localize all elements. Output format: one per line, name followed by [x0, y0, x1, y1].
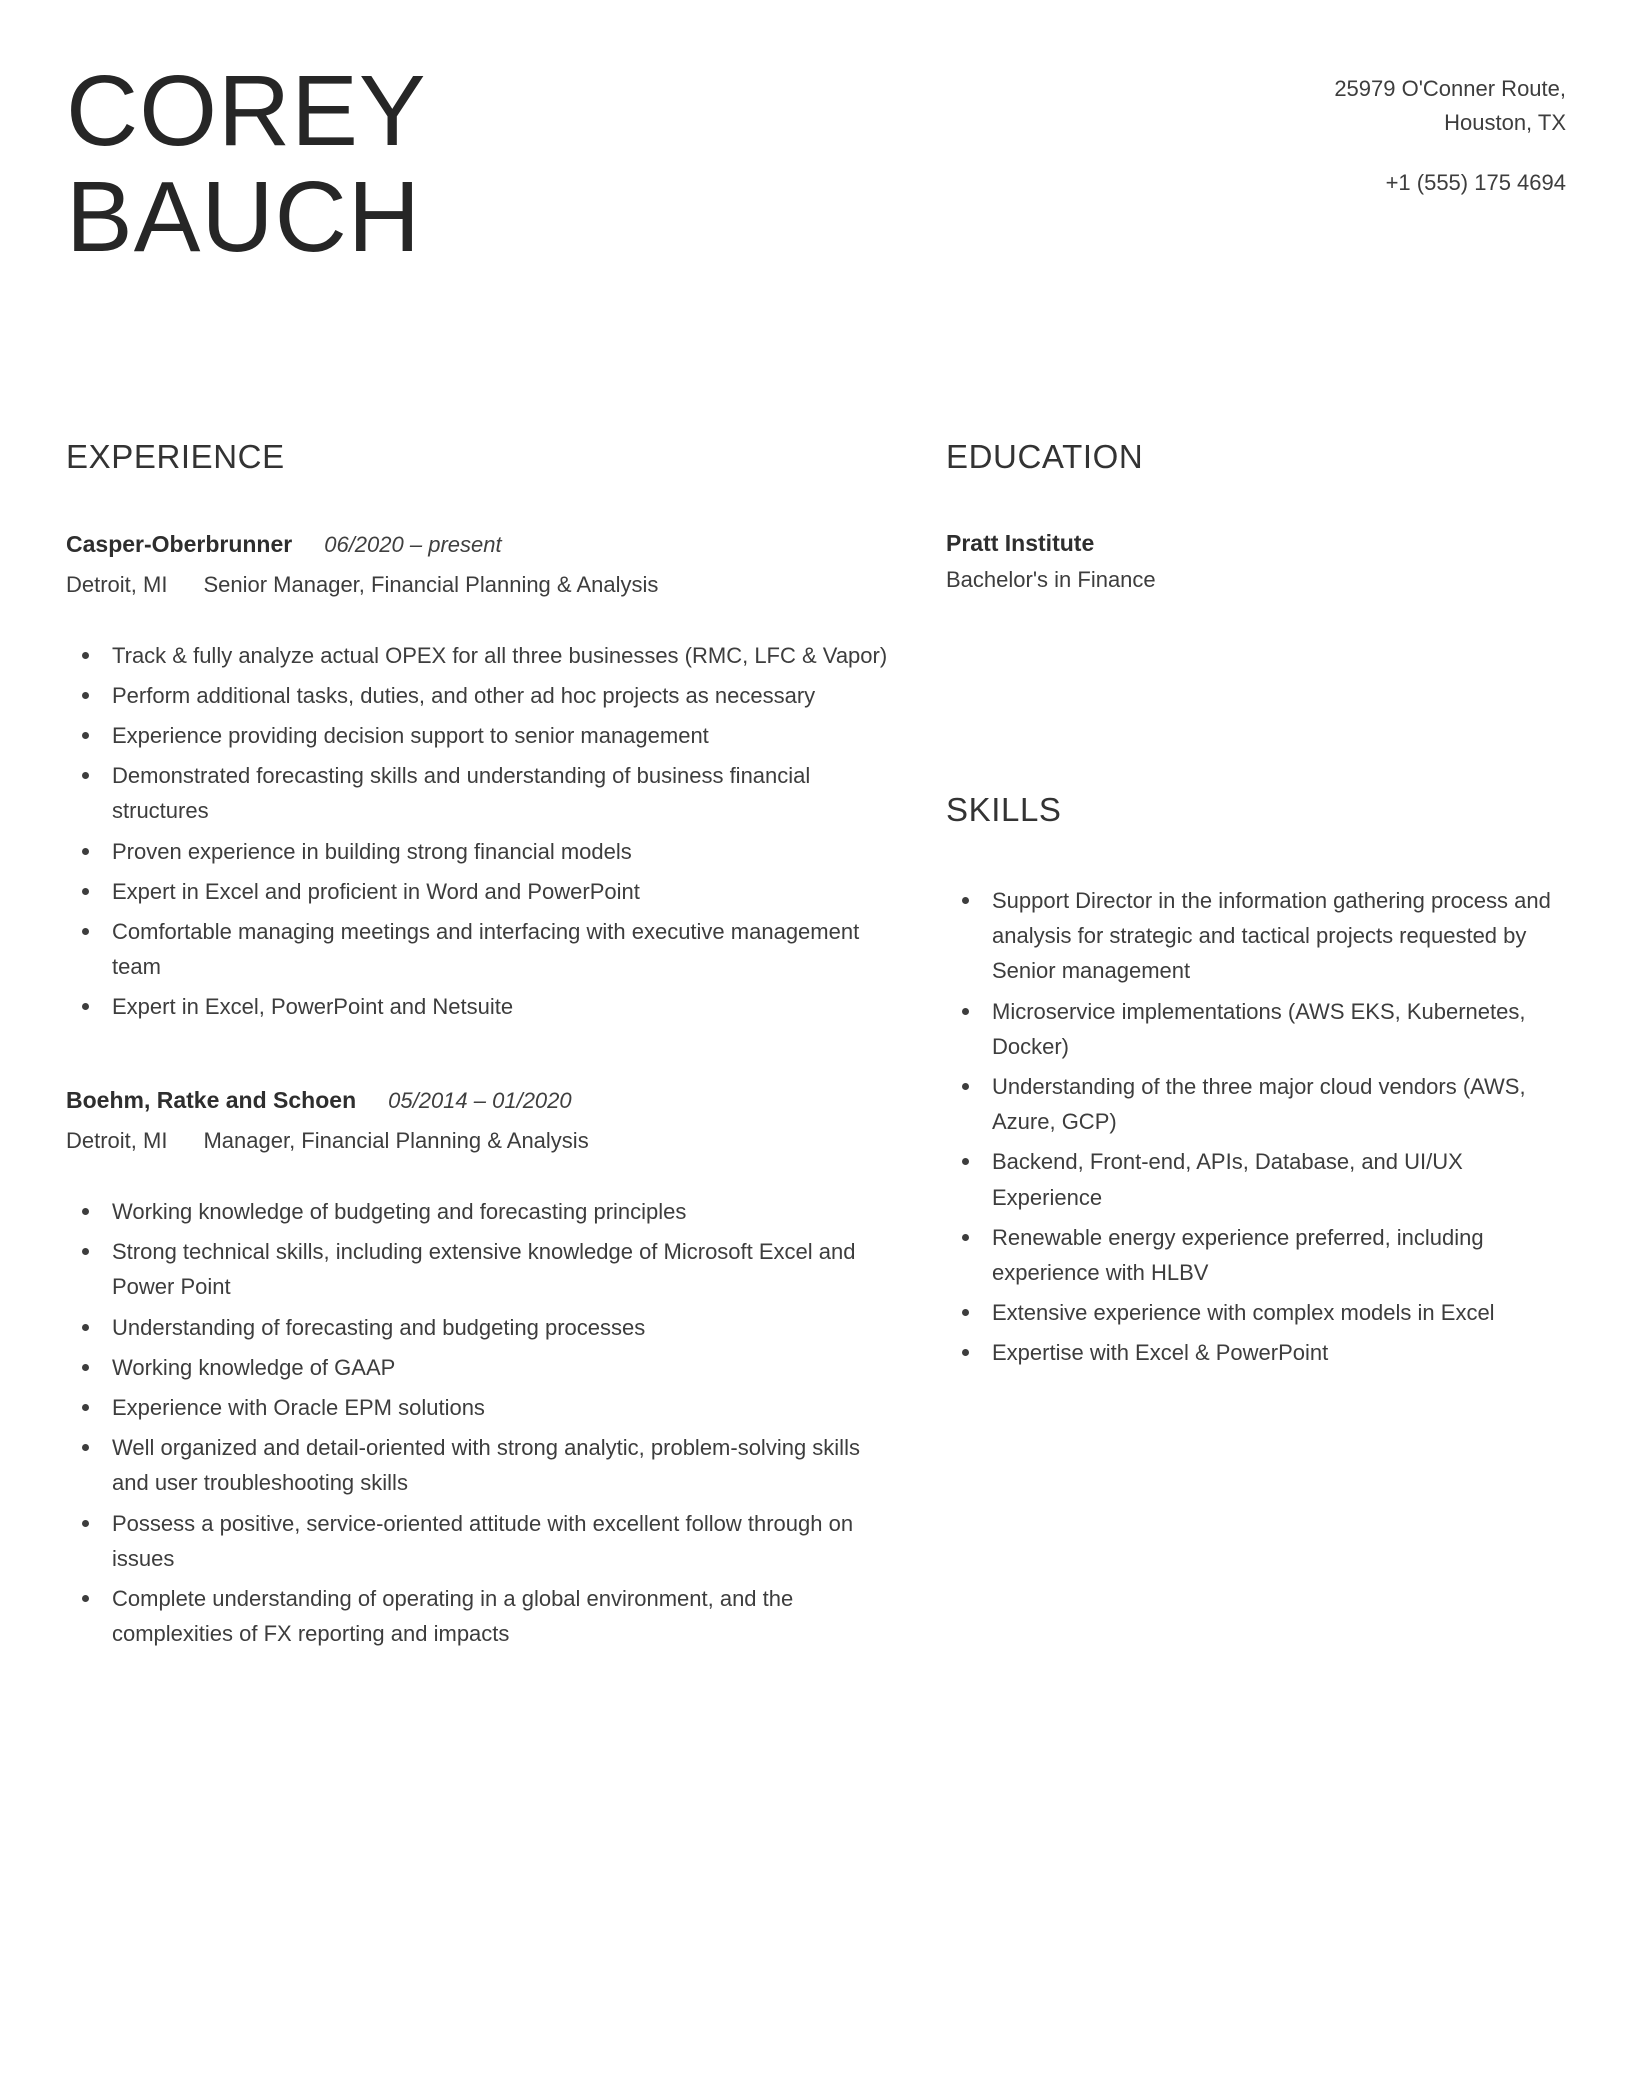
- job-title: Senior Manager, Financial Planning & Analysis: [203, 571, 659, 597]
- skill-item: Support Director in the information gathering process and analysis for strategic and tactical projects requested by Senior management: [946, 883, 1566, 989]
- candidate-first-name: COREY: [66, 55, 427, 167]
- job-bullet: Strong technical skills, including extensive knowledge of Microsoft Excel and Power Point: [66, 1234, 890, 1304]
- resume-header: [66, 55, 1566, 273]
- job-bullet-list: [66, 638, 890, 1025]
- education-heading: EDUCATION: [946, 438, 1144, 475]
- job-bullet: Complete understanding of operating in a global environment, and the complexities of FX reporting and impacts: [66, 1581, 890, 1651]
- phone-number: +1 (555) 175 4694: [1385, 170, 1566, 196]
- job-subheader: [66, 570, 890, 600]
- candidate-name: [66, 55, 427, 273]
- job-dates: 05/2014 – 01/2020: [388, 1088, 572, 1114]
- job-bullet: Well organized and detail-oriented with strong analytic, problem-solving skills and user troubleshooting skills: [66, 1430, 890, 1500]
- job-bullet: Demonstrated forecasting skills and understanding of business financial structures: [66, 758, 890, 828]
- skill-item: Microservice implementations (AWS EKS, Kubernetes, Docker): [946, 994, 1566, 1064]
- job-entry-casper-oberbrunner: [66, 530, 890, 1024]
- skills-section: [946, 791, 1566, 1370]
- resume-body: [66, 438, 1566, 1656]
- address-line-1: 25979 O'Conner Route,: [1334, 76, 1566, 101]
- company-name: Boehm, Ratke and Schoen: [66, 1087, 357, 1114]
- skill-item: Renewable energy experience preferred, including experience with HLBV: [946, 1220, 1566, 1290]
- job-bullet-list: [66, 1194, 890, 1651]
- job-entry-boehm-ratke-schoen: [66, 1086, 890, 1651]
- company-name: Casper-Oberbrunner: [66, 531, 293, 557]
- skill-item: Understanding of the three major cloud vendors (AWS, Azure, GCP): [946, 1069, 1566, 1139]
- job-bullet: Expert in Excel and proficient in Word and PowerPoint: [66, 874, 890, 909]
- contact-info: [1334, 58, 1566, 200]
- job-bullet: Possess a positive, service-oriented attitude with excellent follow through on issues: [66, 1506, 890, 1576]
- job-header: [66, 1086, 890, 1116]
- job-bullet: Expert in Excel, PowerPoint and Netsuite: [66, 989, 890, 1024]
- address-line-2: Houston, TX: [1444, 110, 1566, 136]
- skills-heading: SKILLS: [946, 791, 1062, 828]
- job-bullet: Comfortable managing meetings and interfacing with executive management team: [66, 914, 890, 984]
- job-subheader: [66, 1126, 890, 1156]
- job-dates: 06/2020 – present: [324, 532, 502, 557]
- skills-list: [946, 883, 1566, 1370]
- degree: Bachelor's in Finance: [946, 567, 1156, 592]
- experience-section: [66, 438, 946, 1656]
- job-title: Manager, Financial Planning & Analysis: [203, 1128, 589, 1154]
- job-bullet: Understanding of forecasting and budgeting processes: [66, 1310, 890, 1345]
- job-bullet: Working knowledge of budgeting and forecasting principles: [66, 1194, 890, 1229]
- job-location: Detroit, MI: [66, 1128, 168, 1154]
- education-section: [946, 438, 1566, 593]
- skill-item: Backend, Front-end, APIs, Database, and UI/UX Experience: [946, 1144, 1566, 1214]
- job-bullet: Working knowledge of GAAP: [66, 1350, 890, 1385]
- right-column: [946, 438, 1566, 1656]
- job-bullet: Track & fully analyze actual OPEX for all three businesses (RMC, LFC & Vapor): [66, 638, 890, 673]
- job-location: Detroit, MI: [66, 571, 168, 597]
- job-bullet: Experience providing decision support to senior management: [66, 718, 890, 753]
- school-name: Pratt Institute: [946, 530, 1095, 556]
- job-bullet: Experience with Oracle EPM solutions: [66, 1390, 890, 1425]
- skill-item: Expertise with Excel & PowerPoint: [946, 1335, 1566, 1370]
- skill-item: Extensive experience with complex models in Excel: [946, 1295, 1566, 1330]
- job-bullet: Proven experience in building strong financial models: [66, 834, 890, 869]
- candidate-last-name: BAUCH: [66, 161, 422, 273]
- experience-heading: EXPERIENCE: [66, 438, 285, 475]
- job-header: [66, 530, 890, 560]
- job-bullet: Perform additional tasks, duties, and other ad hoc projects as necessary: [66, 678, 890, 713]
